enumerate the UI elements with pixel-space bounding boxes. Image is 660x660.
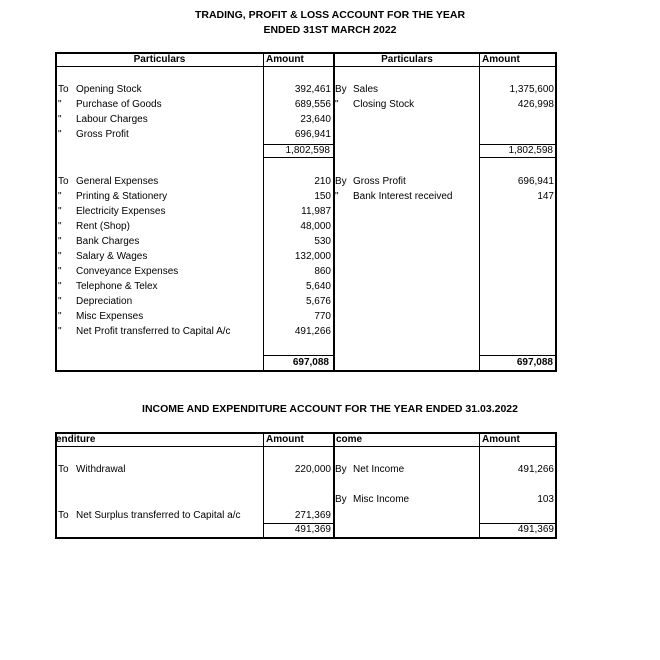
- pnl-debit-label: Salary & Wages: [76, 251, 148, 262]
- pnl-debit-amount: 210: [314, 176, 331, 187]
- pnl-debit-prefix: ": [58, 221, 62, 232]
- trading-credit-label: Closing Stock: [353, 99, 415, 110]
- pnl-credit-amount: 696,941: [517, 176, 554, 187]
- pnl-debit-label: General Expenses: [76, 176, 159, 187]
- header-particulars-right: Particulars: [381, 54, 433, 65]
- trading-total-left: 1,802,598: [285, 145, 330, 156]
- header-income: come: [336, 434, 363, 445]
- pnl-debit-amount: 491,266: [294, 326, 331, 337]
- ie-debit-label: Net Surplus transferred to Capital a/c: [76, 510, 241, 521]
- trading-debit-prefix: ": [58, 129, 62, 140]
- ie-debit-amount: 220,000: [294, 464, 331, 475]
- pnl-debit-amount: 48,000: [300, 221, 331, 232]
- header-amount-ie-left: Amount: [266, 434, 304, 445]
- pnl-credit-label: Bank Interest received: [353, 191, 453, 202]
- pnl-debit-amount: 5,676: [305, 296, 331, 307]
- pnl-debit-prefix: To: [58, 176, 69, 187]
- trading-debit-label: Labour Charges: [76, 114, 148, 125]
- trading-credit-prefix: ": [335, 99, 339, 110]
- ie-credit-prefix: By: [335, 464, 347, 475]
- table-bottom-border: [55, 370, 557, 372]
- income-expenditure-title: INCOME AND EXPENDITURE ACCOUNT FOR THE YEAR ENDED 31.03.2022: [142, 403, 518, 415]
- pnl-debit-label: Electricity Expenses: [76, 206, 166, 217]
- right-border: [555, 52, 557, 372]
- trading-credit-prefix: By: [335, 84, 347, 95]
- header-particulars-left: Particulars: [133, 54, 186, 65]
- pnl-debit-label: Conveyance Expenses: [76, 266, 179, 277]
- left-border: [55, 52, 57, 372]
- ie-credit-label: Misc Income: [353, 494, 410, 505]
- pnl-debit-label: Net Profit transferred to Capital A/c: [76, 326, 231, 337]
- trading-debit-prefix: ": [58, 114, 62, 125]
- pnl-debit-prefix: ": [58, 281, 62, 292]
- ie-debit-prefix: To: [58, 510, 69, 521]
- pnl-debit-amount: 770: [314, 311, 331, 322]
- ie-debit-label: Withdrawal: [76, 464, 126, 475]
- pnl-debit-label: Printing & Stationery: [76, 191, 168, 202]
- trading-debit-label: Gross Profit: [76, 129, 129, 140]
- ie-total-left: 491,369: [294, 524, 331, 535]
- header-bottom-border: [55, 66, 557, 67]
- trading-debit-prefix: To: [58, 84, 69, 95]
- trading-credit-label: Sales: [353, 84, 379, 95]
- ie-left-border: [55, 432, 57, 539]
- pnl-total-left-top: [263, 355, 334, 356]
- ie-total-right: 491,369: [517, 524, 554, 535]
- pnl-debit-prefix: ": [58, 311, 62, 322]
- ie-debit-prefix: To: [58, 464, 69, 475]
- pnl-credit-prefix: ": [335, 191, 339, 202]
- pnl-debit-prefix: ": [58, 236, 62, 247]
- ie-header-bottom: [55, 446, 557, 447]
- pnl-debit-amount: 530: [314, 236, 331, 247]
- pnl-total-right-top: [479, 355, 557, 356]
- trading-total-right-box: [479, 144, 557, 158]
- trading-total-right: 1,802,598: [508, 145, 553, 156]
- pnl-credit-prefix: By: [335, 176, 347, 187]
- header-amount-right: Amount: [482, 54, 520, 65]
- trading-credit-amount: 426,998: [517, 99, 554, 110]
- header-expenditure: enditure: [56, 434, 96, 445]
- pnl-debit-label: Bank Charges: [76, 236, 140, 247]
- pnl-debit-label: Telephone & Telex: [76, 281, 158, 292]
- trading-debit-amount: 392,461: [294, 84, 331, 95]
- pnl-debit-amount: 5,640: [305, 281, 331, 292]
- pnl-debit-amount: 150: [314, 191, 331, 202]
- trading-debit-amount: 696,941: [294, 129, 331, 140]
- ie-bottom-border: [55, 537, 557, 539]
- trading-debit-amount: 23,640: [300, 114, 331, 125]
- ie-credit-amount: 491,266: [517, 464, 554, 475]
- pnl-debit-label: Depreciation: [76, 296, 133, 307]
- pnl-credit-amount: 147: [537, 191, 554, 202]
- pnl-debit-label: Rent (Shop): [76, 221, 130, 232]
- report-title-line1: TRADING, PROFIT & LOSS ACCOUNT FOR THE YEAR: [194, 9, 466, 21]
- pnl-debit-prefix: ": [58, 266, 62, 277]
- pnl-total-left: 697,088: [292, 357, 329, 368]
- pnl-debit-prefix: ": [58, 206, 62, 217]
- pnl-debit-amount: 132,000: [294, 251, 331, 262]
- pnl-debit-prefix: ": [58, 296, 62, 307]
- header-amount-left: Amount: [266, 54, 304, 65]
- pnl-debit-prefix: ": [58, 326, 62, 337]
- pnl-debit-prefix: ": [58, 191, 62, 202]
- pnl-credit-label: Gross Profit: [353, 176, 406, 187]
- pnl-debit-prefix: ": [58, 251, 62, 262]
- trading-credit-amount: 1,375,600: [509, 84, 554, 95]
- trading-debit-label: Purchase of Goods: [76, 99, 162, 110]
- trading-debit-label: Opening Stock: [76, 84, 142, 95]
- pnl-total-right: 697,088: [516, 357, 553, 368]
- trading-debit-prefix: ": [58, 99, 62, 110]
- pnl-debit-label: Misc Expenses: [76, 311, 144, 322]
- pnl-debit-amount: 860: [314, 266, 331, 277]
- ie-credit-amount: 103: [537, 494, 554, 505]
- header-amount-ie-right: Amount: [482, 434, 520, 445]
- ie-credit-prefix: By: [335, 494, 347, 505]
- report-title-line2: ENDED 31ST MARCH 2022: [263, 24, 397, 36]
- ie-credit-label: Net Income: [353, 464, 405, 475]
- pnl-debit-amount: 11,987: [301, 206, 331, 217]
- ie-debit-amount: 271,369: [294, 510, 331, 521]
- trading-total-left-box: [263, 144, 334, 158]
- trading-debit-amount: 689,556: [294, 99, 331, 110]
